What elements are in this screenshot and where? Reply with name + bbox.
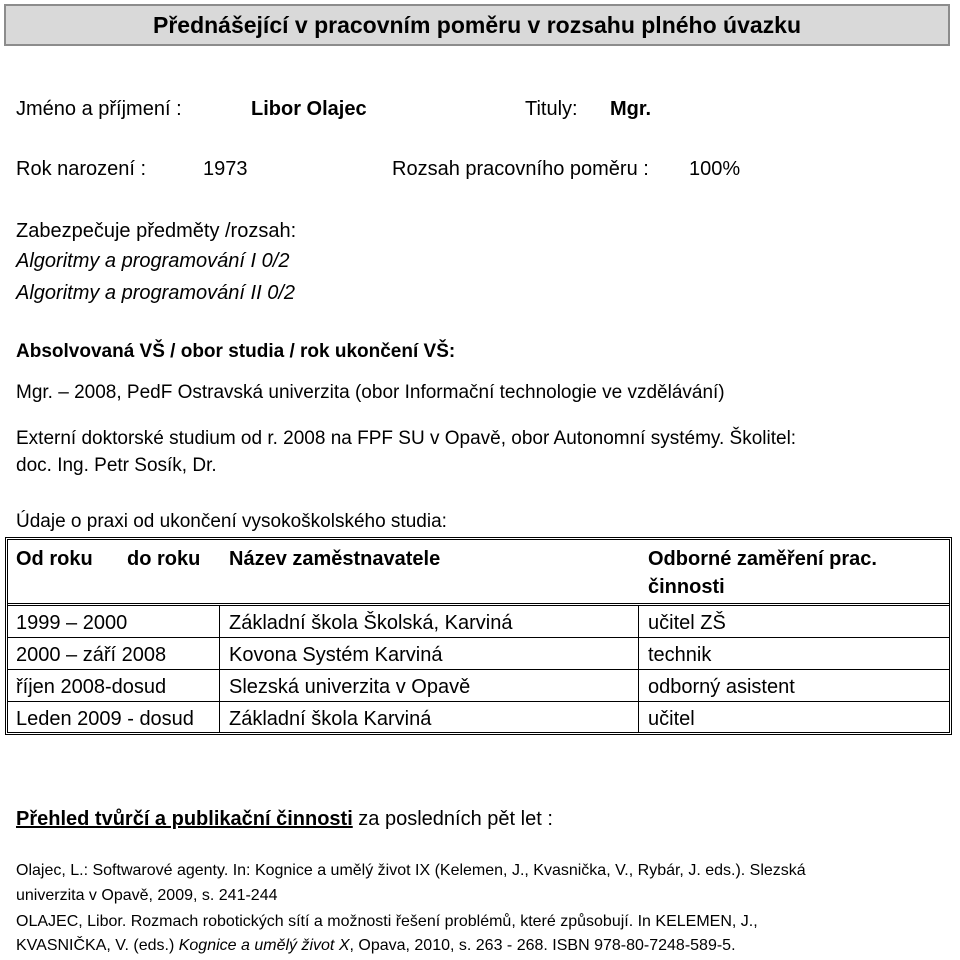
row-focus: učitel ZŠ [648,612,726,634]
row-employer: Slezská univerzita v Opavě [229,676,471,698]
practice-heading: Údaje o praxi od ukončení vysokoškolského studia: [16,511,447,532]
subjects-heading: Zabezpečuje předměty /rozsah: [16,220,297,242]
publication-2-authors: KVASNIČKA, V. (eds.) [16,937,179,954]
row-focus: technik [648,644,712,666]
publication-1-line-2: univerzita v Opavě, 2009, s. 241-244 [16,887,278,904]
publication-2-line-2 [16,937,736,955]
employment-value: 100% [689,158,741,180]
header-divider [8,603,949,606]
row-period: 1999 – 2000 [16,612,128,634]
row-employer: Základní škola Karviná [229,708,432,730]
row-focus: učitel [648,708,695,730]
col-header-focus: Odborné zaměření prac. [648,548,877,570]
col-header-from: Od roku [16,548,93,570]
row-period: Leden 2009 - dosud [16,708,194,730]
publications-heading-bold: Přehled tvůrčí a publikační činnosti [16,808,353,830]
row-period: říjen 2008-dosud [16,676,167,698]
row-employer: Základní škola Školská, Karviná [229,612,513,634]
publication-2-line-1: OLAJEC, Libor. Rozmach robotických sítí a možnosti řešení problémů, které způsobují. In KELEMEN, J., [16,913,758,930]
doctoral-supervisor: doc. Ing. Petr Sosík, Dr. [16,455,217,476]
subject-item: Algoritmy a programování I 0/2 [16,250,290,272]
publication-2-details: , Opava, 2010, s. 263 - 268. ISBN 978-80-7248-589-5. [349,937,736,954]
publication-1-line-1: Olajec, L.: Softwarové agenty. In: Kognice a umělý život IX (Kelemen, J., Kvasnička, V., Rybár, J. eds.). Slezská [16,862,806,879]
col-header-focus-cont: činnosti [648,576,725,598]
birth-label: Rok narození : [16,158,147,180]
col-header-employer: Název zaměstnavatele [229,548,441,570]
publications-heading [16,808,553,831]
row-divider [8,701,949,702]
employment-label: Rozsah pracovního poměru : [392,158,649,180]
education-heading: Absolvovaná VŠ / obor studia / rok ukončení VŠ: [16,341,456,362]
row-period: 2000 – září 2008 [16,644,167,666]
row-focus: odborný asistent [648,676,795,698]
publication-2-source: Kognice a umělý život X [178,937,350,954]
name-value: Libor Olajec [251,98,367,120]
row-divider [8,669,949,670]
education-degree: Mgr. – 2008, PedF Ostravská univerzita (obor Informační technologie ve vzdělávání) [16,382,725,403]
titles-value: Mgr. [610,98,652,120]
titles-label: Tituly: [525,98,578,120]
name-label: Jméno a příjmení : [16,98,182,120]
publications-heading-rest: za posledních pět let : [352,808,553,830]
column-divider [638,606,639,732]
subject-item: Algoritmy a programování II 0/2 [16,282,296,304]
column-divider [219,606,220,732]
doctoral-study: Externí doktorské studium od r. 2008 na FPF SU v Opavě, obor Autonomní systémy. Školitel: [16,428,797,449]
birth-value: 1973 [203,158,248,180]
page-title: Přednášející v pracovním poměru v rozsahu plného úvazku [4,4,950,46]
practice-table [5,537,952,735]
row-divider [8,637,949,638]
col-header-to: do roku [127,548,201,570]
row-employer: Kovona Systém Karviná [229,644,443,666]
